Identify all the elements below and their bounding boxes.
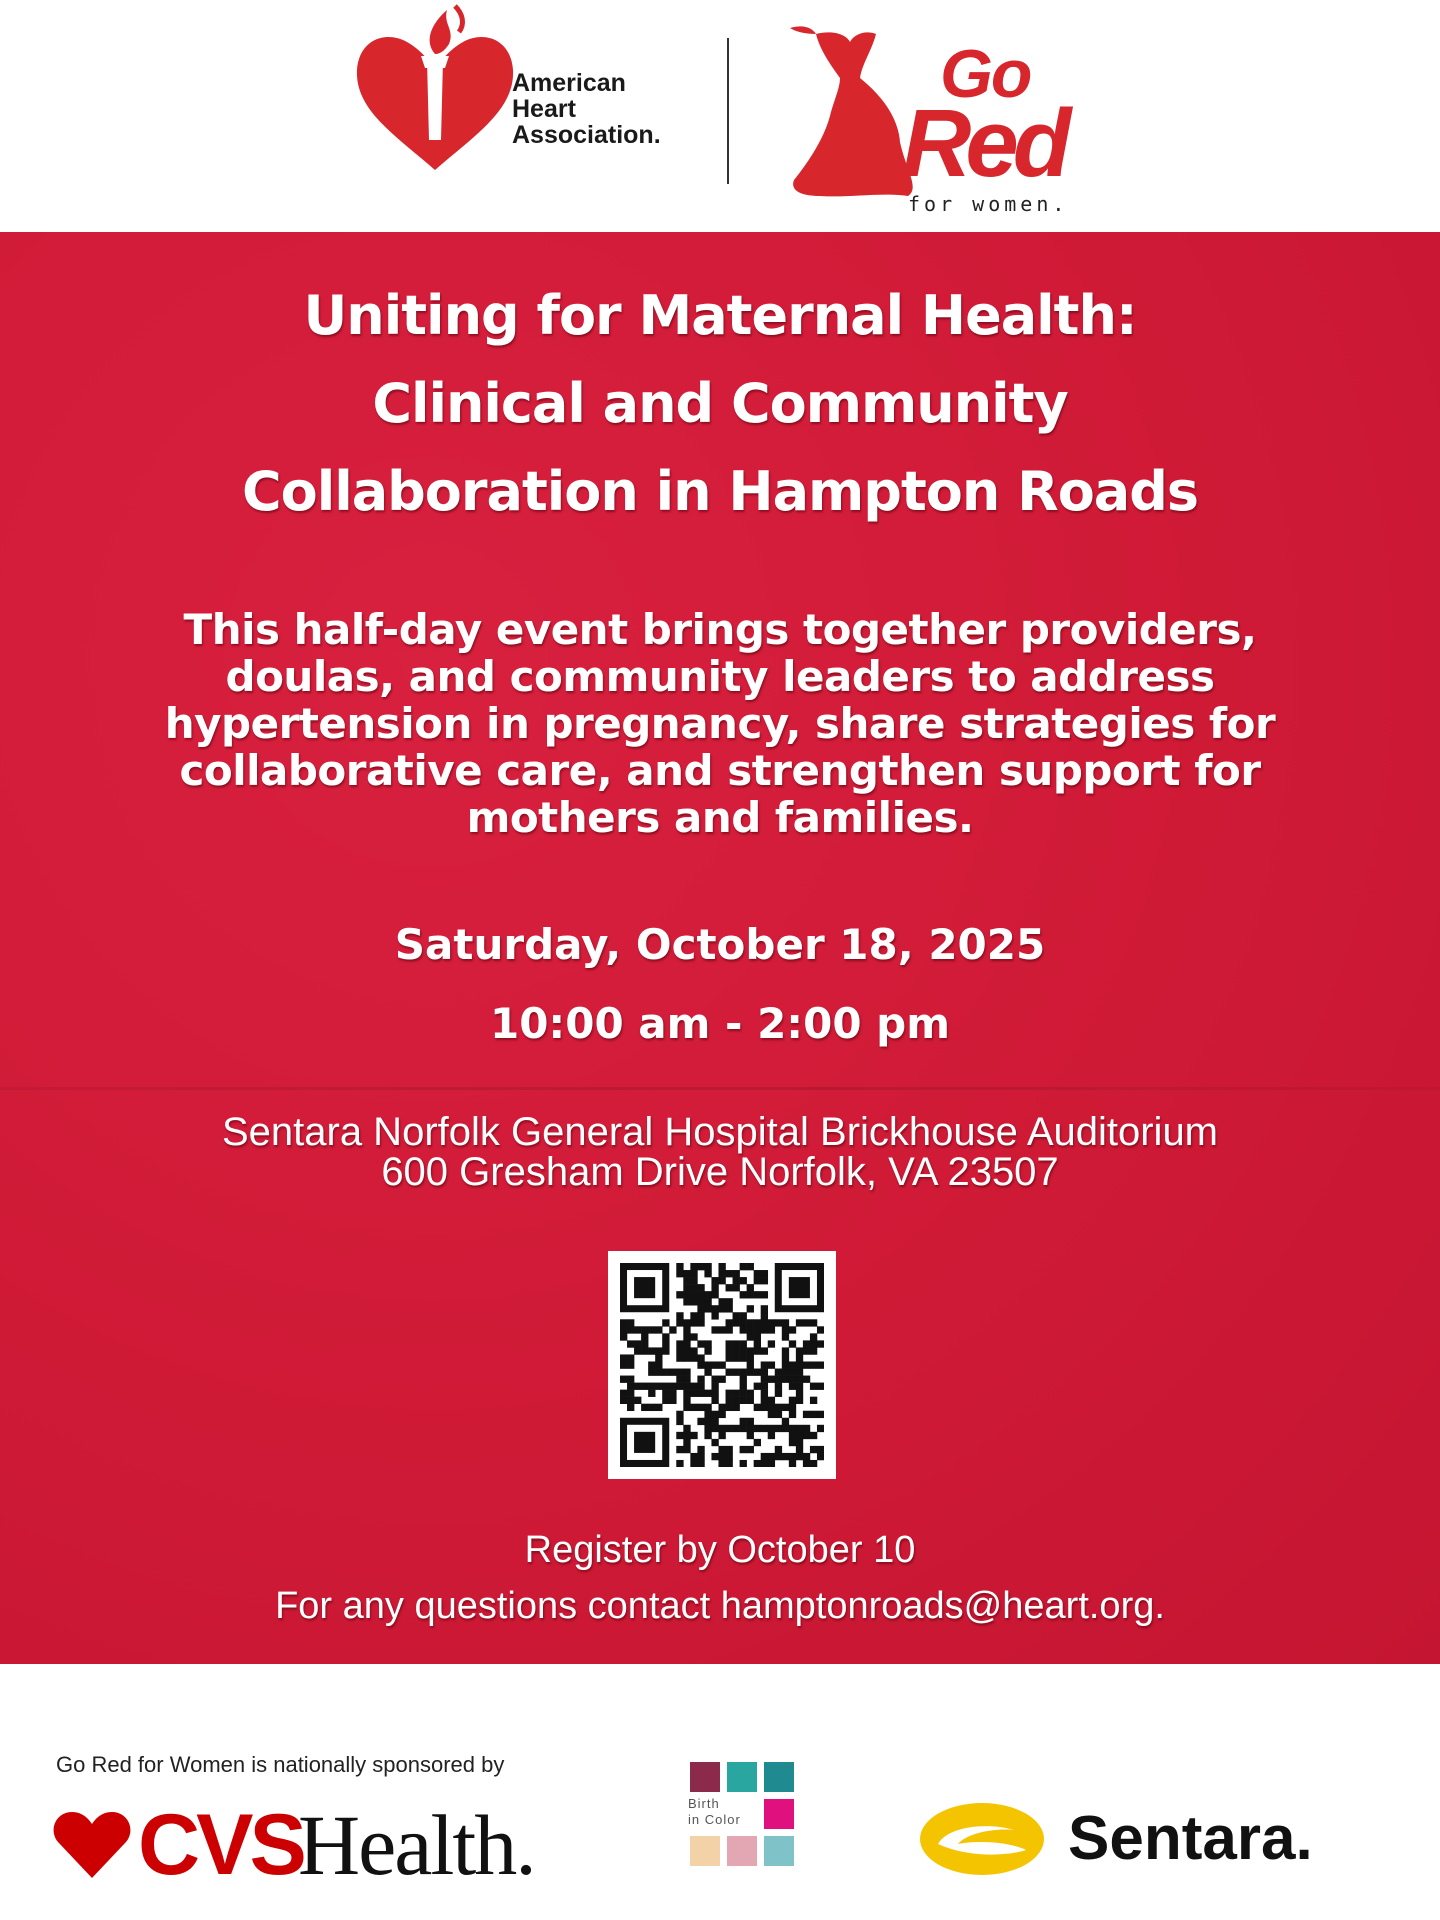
birth-in-color-tile [764,1799,794,1829]
paper-crease [0,1087,1440,1090]
birth-in-color-wordmark [688,1796,741,1828]
event-title-line-1: Uniting for Maternal Health: [303,284,1137,347]
event-description-line-1: This half-day event brings together providers, [183,605,1257,654]
go-red-word-red: Red [902,90,1066,197]
go-red-word-go: Go [940,36,1031,112]
register-deadline: Register by October 10 [524,1529,916,1571]
event-description-line-3: hypertension in pregnancy, share strategies for [164,699,1276,748]
aha-name-line-3: Association. [512,121,661,149]
event-date: Saturday, October 18, 2025 [394,920,1046,969]
qr-code-icon [620,1263,824,1467]
event-description-line-4: collaborative care, and strengthen support for [179,746,1261,795]
birth-in-color-tile [764,1762,794,1792]
venue-address: 600 Gresham Drive Norfolk, VA 23507 [381,1150,1059,1194]
birth-in-color-tile [690,1762,720,1792]
event-description-line-5: mothers and families. [466,793,974,842]
health-wordmark: Health. [298,1797,535,1893]
event-title-line-2: Clinical and Community [372,372,1068,435]
venue-name: Sentara Norfolk General Hospital Brickhouse Auditorium [221,1110,1219,1154]
birth-in-color-tile [690,1836,720,1866]
birth-in-color-tile [764,1836,794,1866]
birth-in-color-line-2: in Color [688,1812,741,1827]
go-red-tagline: for women. [908,192,1069,216]
contact-line: For any questions contact hamptonroads@heart.org. [275,1585,1165,1627]
birth-in-color-tile [727,1762,757,1792]
event-panel [0,232,1440,1664]
event-title-line-3: Collaboration in Hampton Roads [241,460,1199,523]
aha-name-line-2: Heart [512,95,576,123]
event-description-line-2: doulas, and community leaders to address [225,652,1215,701]
event-description [0,606,1440,841]
birth-in-color-tile [727,1836,757,1866]
event-title [0,272,1440,536]
cvs-wordmark: CVS [138,1797,303,1893]
aha-heart-torch-logo [355,0,515,175]
registration-qr-code[interactable] [608,1251,836,1479]
event-venue [0,1112,1440,1192]
aha-wordmark [512,70,661,148]
logo-divider [727,38,729,184]
sentara-swoosh-icon [918,1800,1046,1878]
event-time: 10:00 am - 2:00 pm [489,999,950,1048]
cvs-heart-icon [52,1810,132,1880]
birth-in-color-line-1: Birth [688,1796,720,1811]
sponsor-note: Go Red for Women is nationally sponsored by [56,1752,505,1777]
logo-header [0,0,1440,232]
sentara-wordmark: Sentara. [1068,1804,1313,1873]
aha-name-line-1: American [512,69,626,97]
